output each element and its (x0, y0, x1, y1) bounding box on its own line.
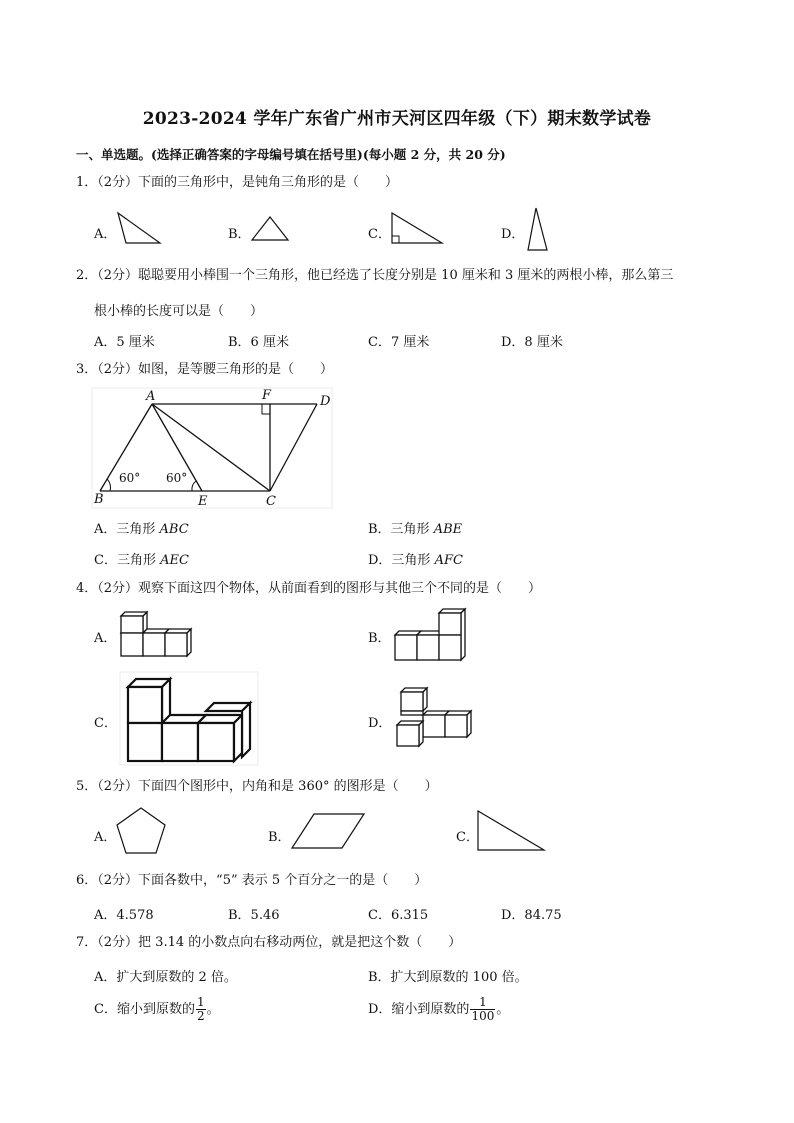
q5-parallelogram (290, 810, 370, 855)
question-5-stem: 5．（2分）下面四个图形中，内角和是 360° 的图形是（ ） (76, 779, 438, 794)
q7-option-c-fraction: $\frac{1}{2}$ (196, 995, 205, 1023)
q5-option-a-label: A． (94, 830, 117, 845)
q4-option-a-label: A． (94, 631, 117, 646)
q1-triangle-b (250, 212, 300, 252)
q7-option-d: D．缩小到原数的 $\frac{1}{100}$ 。 (368, 995, 510, 1023)
q4-option-b-label: B． (368, 631, 391, 646)
q4-cubes-d (394, 686, 479, 748)
q1-option-b-label: B． (228, 227, 251, 242)
q3-label-c: C (266, 494, 276, 509)
q5-option-b-label: B． (268, 830, 291, 845)
q7-option-c: C．缩小到原数的 $\frac{1}{2}$ 。 (94, 995, 220, 1023)
q6-option-b: B．5.46 (228, 908, 280, 923)
q4-cubes-a (118, 605, 198, 665)
q3-label-f: F (262, 388, 272, 403)
q3-label-e: E (198, 494, 208, 509)
q7-option-a: A．扩大到原数的 2 倍。 (94, 970, 237, 985)
question-1-stem: 1．（2分）下面的三角形中，是钝角三角形的是（ ） (76, 175, 399, 190)
q3-label-a: A (146, 389, 156, 404)
q4-option-c-label: C． (94, 716, 117, 731)
question-3-stem: 3．（2分）如图，是等腰三角形的是（ ） (76, 362, 334, 377)
q3-option-c: C．三角形 AEC (94, 553, 189, 568)
q3-label-d: D (320, 394, 331, 409)
q4-cubes-b (392, 605, 472, 665)
question-7-stem: 7．（2分）把 3.14 的小数点向右移动两位，就是把这个数（ ） (76, 935, 462, 950)
q1-triangle-d (524, 205, 554, 255)
q1-option-d-label: D． (501, 227, 525, 242)
question-2-stem: 2．（2分）聪聪要用小棒围一个三角形，他已经选了长度分别是 10 厘米和 3 厘米的两根小棒，那么第三 (76, 268, 674, 283)
q4-option-d-label: D． (368, 716, 392, 731)
q5-option-c-label: C． (456, 830, 479, 845)
q3-geometry-figure (92, 388, 342, 513)
q6-option-c: C．6.315 (368, 908, 429, 923)
q1-option-c-label: C． (368, 227, 391, 242)
q7-option-d-fraction: $\frac{1}{100}$ (471, 995, 495, 1023)
q1-triangle-a (112, 210, 162, 250)
question-6-stem: 6．（2分）下面各数中，“5” 表示 5 个百分之一的是（ ） (76, 873, 428, 888)
question-4-stem: 4．（2分）观察下面这四个物体，从前面看到的图形与其他三个不同的是（ ） (76, 581, 542, 596)
q1-triangle-c (390, 210, 450, 250)
q6-option-d: D．84.75 (501, 908, 562, 923)
q3-option-b: B．三角形 ABE (368, 522, 463, 537)
q5-right-triangle (474, 808, 549, 858)
section-heading: 一、单选题。(选择正确答案的字母编号填在括号里)(每小题 2 分，共 20 分) (76, 147, 506, 162)
q3-label-b: B (94, 492, 104, 507)
q7-option-b: B．扩大到原数的 100 倍。 (368, 970, 528, 985)
q3-option-a: A．三角形 ABC (94, 522, 189, 537)
question-2-stem-continued: 根小棒的长度可以是（ ） (94, 304, 264, 319)
q5-pentagon (114, 805, 174, 860)
q2-option-c: C．7 厘米 (368, 335, 430, 350)
q3-angle-e-label: 60° (166, 471, 188, 485)
q1-option-a-label: A． (94, 227, 117, 242)
q4-cubes-c (120, 672, 260, 767)
q3-angle-b-label: 60° (119, 471, 141, 485)
q3-option-d: D．三角形 AFC (368, 553, 463, 568)
q2-option-b: B．6 厘米 (228, 335, 289, 350)
q2-option-a: A．5 厘米 (94, 335, 155, 350)
q6-option-a: A．4.578 (94, 908, 154, 923)
page-title: 2023-2024 学年广东省广州市天河区四年级（下）期末数学试卷 (142, 109, 652, 129)
q2-option-d: D．8 厘米 (501, 335, 563, 350)
